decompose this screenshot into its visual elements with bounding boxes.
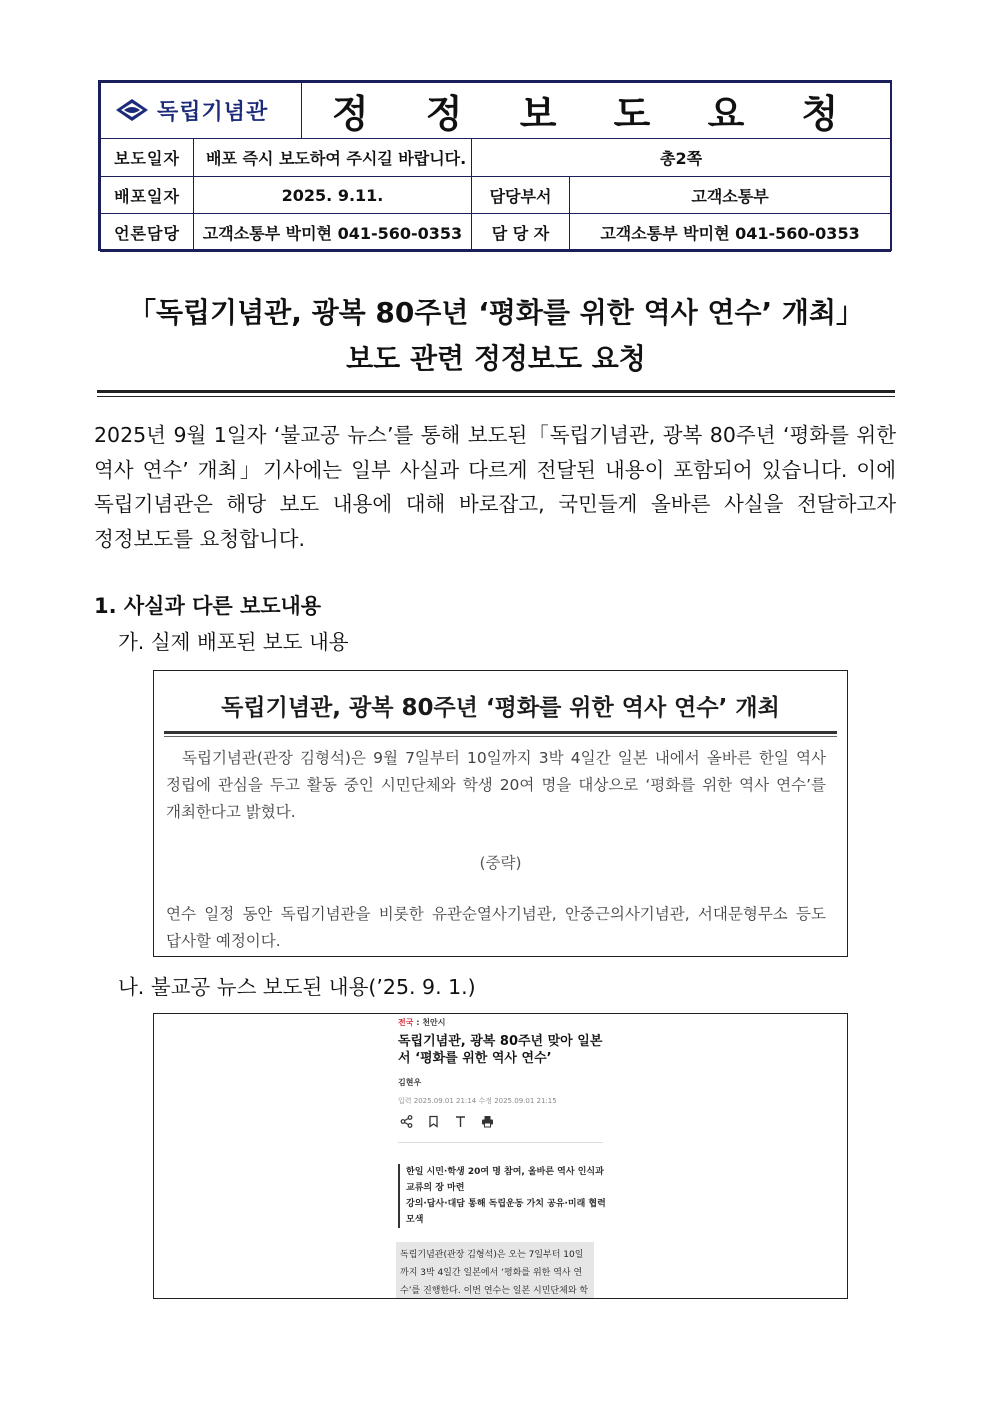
logo-cell xyxy=(101,83,302,139)
header-table xyxy=(98,80,892,251)
section-1-title: 1. 사실과 다른 보도내용 xyxy=(94,594,322,618)
news-summary xyxy=(398,1164,611,1228)
excerpt-a-divider xyxy=(164,731,837,737)
news-separator xyxy=(398,1142,603,1143)
headline-line-2: 보도 관련 정정보도 요청 xyxy=(346,342,646,375)
news-summary-line-2: 강의·답사·대담 통해 독립운동 가치 공유·미래 협력 모색 xyxy=(406,1199,606,1225)
bookmark-icon xyxy=(427,1115,440,1128)
page-count: 총2쪽 xyxy=(472,139,891,177)
news-toolbar xyxy=(400,1115,494,1128)
section-1b-title: 나. 불교공 뉴스 보도된 내용(’25. 9. 1.) xyxy=(118,975,476,999)
excerpt-a-paragraph-2: 연수 일정 동안 독립기념관을 비롯한 유관순열사기념관, 안중근의사기념관, 서대문형무소 등도 답사할 예정이다. xyxy=(166,905,826,950)
excerpt-a-title: 독립기념관, 광복 80주년 ‘평화를 위한 역사 연수’ 개최 xyxy=(221,695,780,721)
excerpt-news-screenshot xyxy=(153,1013,848,1299)
museum-emblem-icon xyxy=(115,98,149,122)
department-value: 고객소통부 xyxy=(570,177,891,214)
text-size-icon xyxy=(454,1115,467,1128)
print-icon xyxy=(481,1115,494,1128)
logo xyxy=(115,95,268,126)
person-in-charge-value: 고객소통부 박미현 041-560-0353 xyxy=(570,214,891,252)
news-title: 독립기념관, 광복 80주년 맞아 일본서 ‘평화를 위한 역사 연수’ xyxy=(398,1034,603,1066)
distribution-date-label: 배포일자 xyxy=(101,177,194,214)
section-1a-title: 가. 실제 배포된 보도 내용 xyxy=(118,630,349,654)
share-icon xyxy=(400,1115,413,1128)
release-date-label: 보도일자 xyxy=(101,139,194,177)
press-contact-value: 고객소통부 박미현 041-560-0353 xyxy=(194,214,472,252)
person-in-charge-label: 담 당 자 xyxy=(472,214,570,252)
department-label: 담당부서 xyxy=(472,177,570,214)
headline xyxy=(98,290,894,382)
divider xyxy=(97,390,895,397)
excerpt-a-omitted: (중략) xyxy=(479,854,522,872)
logo-text: 독립기념관 xyxy=(157,99,269,125)
distribution-date-value: 2025. 9.11. xyxy=(194,177,472,214)
news-summary-line-1: 한일 시민·학생 20여 명 참여, 올바른 역사 인식과 교류의 장 마련 xyxy=(406,1167,604,1193)
news-category: 전국 : 천안시 xyxy=(398,1018,446,1027)
press-contact-label: 언론담당 xyxy=(101,214,194,252)
news-body: 독립기념관(관장 김형석)은 오는 7일부터 10일까지 3박 4일간 일본에서 ‘평화를 위한 역사 연수’를 진행한다. 이번 연수는 일본 시민단체와 학 xyxy=(396,1242,594,1299)
document-title: 정 정 보 도 요 청 xyxy=(302,83,891,139)
headline-line-1: 「독립기념관, 광복 80주년 ‘평화를 위한 역사 연수’ 개최」 xyxy=(127,296,865,329)
news-timestamp: 입력 2025.09.01 21:14 수정 2025.09.01 21:15 xyxy=(398,1097,557,1105)
intro-paragraph: 2025년 9월 1일자 ‘불교공 뉴스’를 통해 보도된「독립기념관, 광복 80주년 ‘평화를 위한 역사 연수’ 개최」기사에는 일부 사실과 다르게 전달된 내용이 포함되어 있습니다. 이에 독립기념관은 해당 보도 내용에 대해 바로잡고, 국민들게 올바른 사실을 전달하고자 정정보도를 요청합니다. xyxy=(94,423,896,551)
news-author: 김현우 xyxy=(398,1078,422,1087)
release-date-value: 배포 즉시 보도하여 주시길 바랍니다. xyxy=(194,139,472,177)
excerpt-a-paragraph-1: 독립기념관(관장 김형석)은 9월 7일부터 10일까지 3박 4일간 일본 내에서 올바른 한일 역사 정립에 관심을 두고 활동 중인 시민단체와 학생 20여 명을 대상으로 ‘평화를 위한 역사 연수’를 개최한다고 밝혔다. xyxy=(166,749,826,821)
excerpt-official-release xyxy=(153,670,848,957)
